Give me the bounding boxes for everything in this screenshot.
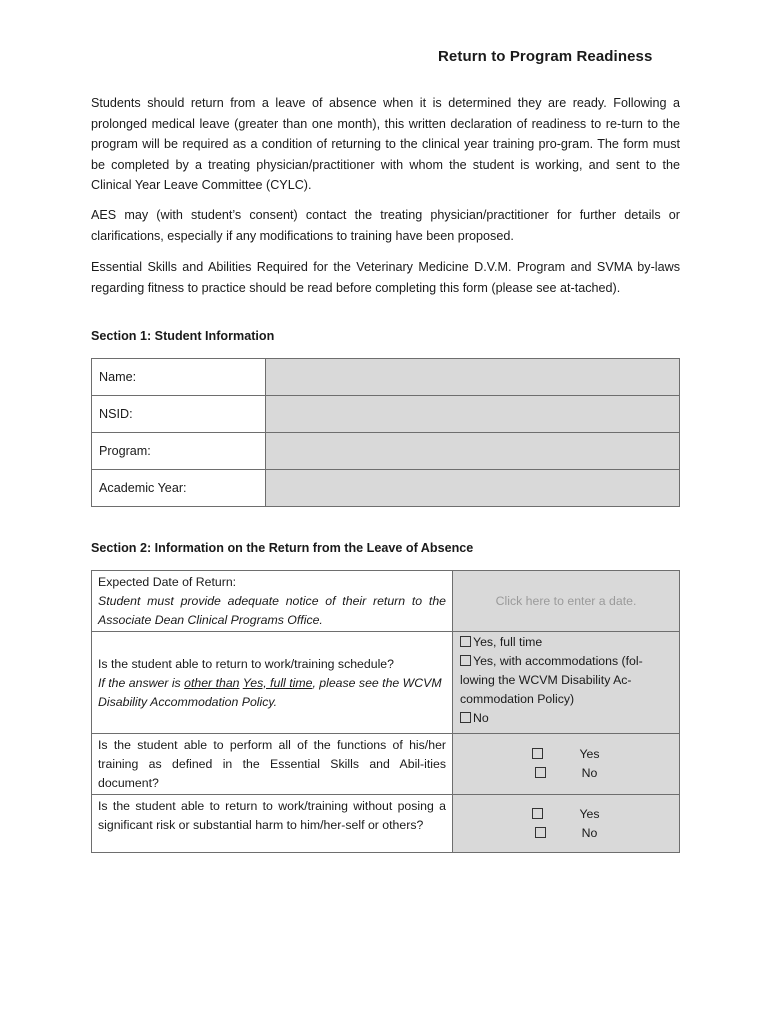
note-text: , please see the WCVM Disability Accommodation Policy. — [98, 675, 442, 709]
table-row — [92, 433, 680, 470]
table-row — [92, 359, 680, 396]
checkbox-icon[interactable] — [532, 748, 543, 759]
option-label: Yes — [579, 747, 600, 761]
option-no[interactable] — [517, 824, 616, 843]
nsid-label: NSID: — [92, 396, 266, 433]
intro-paragraph-1: Students should return from a leave of absence when it is determined they are ready. Following a prolonged medical leave (greater than one month), this written declaration of readiness to re-turn to the program will be required as a condition of returning to the clinical year training pro-gram. The form must be completed by a treating physician/practitioner with whom the student is working, and sent to the Clinical Year Leave Committee (CYLC). — [91, 96, 680, 192]
option-label: Yes — [579, 806, 600, 821]
option-yes[interactable] — [514, 745, 617, 764]
section-2-heading: Section 2: Information on the Return from the Leave of Absence — [91, 541, 474, 555]
expected-date-note: Student must provide adequate notice of their return to the Associate Dean Clinical Programs Office. — [98, 594, 446, 627]
work-schedule-options — [453, 632, 680, 734]
checkbox-icon[interactable] — [535, 767, 546, 778]
academic-year-label: Academic Year: — [92, 470, 266, 507]
note-text: If the answer is — [98, 675, 185, 690]
option-yes-full-time[interactable] — [460, 633, 672, 652]
table-row — [92, 396, 680, 433]
note-emphasis: other than — [184, 675, 240, 690]
table-row — [92, 795, 680, 853]
option-yes[interactable] — [514, 805, 617, 824]
section-1-heading: Section 1: Student Information — [91, 329, 275, 343]
name-field[interactable] — [266, 359, 680, 396]
checkbox-icon[interactable] — [535, 827, 546, 838]
checkbox-icon[interactable] — [460, 655, 471, 666]
option-no[interactable] — [460, 709, 672, 728]
table-row — [92, 734, 680, 795]
essential-skills-question: Is the student able to perform all of the functions of his/her training as defined in the Essential Skills and Abil-ities document? — [92, 734, 453, 795]
page-title: Return to Program Readiness — [438, 48, 653, 65]
option-label: No — [581, 766, 598, 780]
option-label: Yes, with accommodations (fol-lowing the WCVM Disability Ac-commodation Policy) — [460, 654, 643, 706]
risk-options — [453, 795, 680, 853]
intro-paragraph-2: AES may (with student’s consent) contact the treating physician/practitioner for further details or clarifications, especially if any modifications to training have been proposed. — [91, 208, 680, 243]
academic-year-field[interactable] — [266, 470, 680, 507]
table-row — [92, 632, 680, 734]
checkbox-icon[interactable] — [460, 712, 471, 723]
program-field[interactable] — [266, 433, 680, 470]
note-emphasis: Yes, full time — [242, 675, 313, 690]
table-row — [92, 470, 680, 507]
work-schedule-text: Is the student able to return to work/training schedule? — [98, 656, 394, 671]
nsid-field[interactable] — [266, 396, 680, 433]
option-yes-with-accommodations[interactable] — [460, 652, 672, 709]
work-schedule-note — [98, 674, 446, 712]
program-label: Program: — [92, 433, 266, 470]
checkbox-icon[interactable] — [460, 636, 471, 647]
work-schedule-question — [92, 632, 453, 734]
intro-paragraph-3: Essential Skills and Abilities Required for the Veterinary Medicine D.V.M. Program and SVMA by-laws regarding fitness to practice should be read before completing this form (please see at-tached). — [91, 260, 680, 295]
essential-skills-options — [453, 734, 680, 795]
option-label: Yes, full time — [473, 635, 543, 649]
name-label: Name: — [92, 359, 266, 396]
option-label: No — [473, 711, 489, 725]
risk-question: Is the student able to return to work/training without posing a significant risk or substantial harm to him/her-self or others? — [92, 795, 453, 853]
expected-date-question — [92, 571, 453, 632]
checkbox-icon[interactable] — [532, 808, 543, 819]
option-no[interactable] — [517, 764, 616, 783]
expected-date-label: Expected Date of Return: — [98, 575, 237, 589]
student-info-table — [91, 358, 680, 507]
table-row — [92, 571, 680, 632]
return-info-table — [91, 570, 680, 853]
option-label: No — [581, 825, 598, 840]
return-date-picker[interactable]: Click here to enter a date. — [453, 571, 680, 632]
